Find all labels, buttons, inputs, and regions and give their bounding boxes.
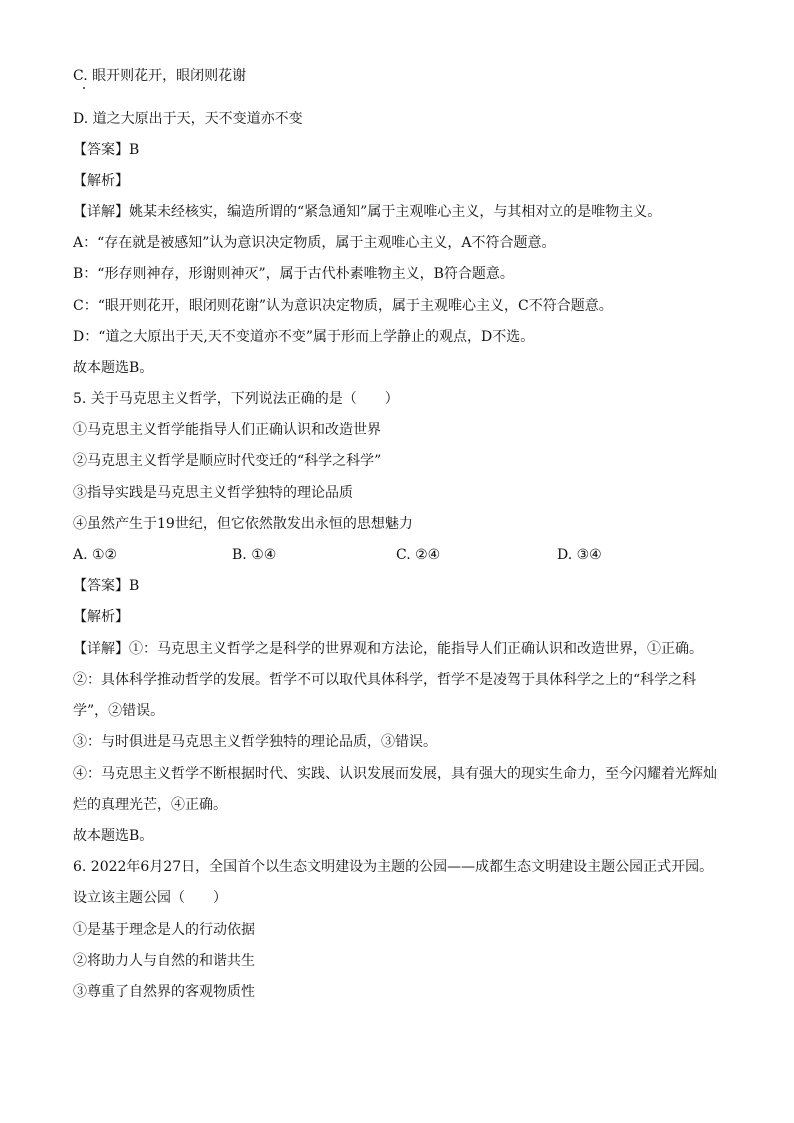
detail-b: B：“形存则神存，形谢则神灭”，属于古代朴素唯物主义，B符合题意。 [73, 266, 514, 282]
option-d: D. ③④ [557, 547, 602, 563]
statement-1: ①马克思主义哲学能指导人们正确认识和改造世界 [73, 422, 381, 438]
option-c: C. ②④ [396, 547, 441, 563]
statement-3: ③尊重了自然界的客观物质性 [73, 984, 255, 1000]
answer-label: 【答案】B [73, 142, 140, 158]
detail-1: 【详解】①：马克思主义哲学之是科学的世界观和方法论，能指导人们正确认识和改造世界，①正确。 [73, 641, 703, 657]
conclusion: 故本题选B。 [73, 360, 154, 376]
question-6-stem-continued: 设立该主题公园（ ） [73, 890, 227, 906]
statement-3: ③指导实践是马克思主义哲学独特的理论品质 [73, 485, 353, 501]
statement-2: ②马克思主义哲学是顺应时代变迁的“科学之科学” [73, 453, 382, 469]
detail-4-continued: 烂的真理光芒，④正确。 [73, 797, 227, 813]
detail-2-continued: 学”，②错误。 [73, 703, 165, 719]
question-6-stem: 6. 2022年6月27日，全国首个以生态文明建设为主题的公园——成都生态文明建设主题公园正式开园。 [73, 859, 714, 875]
detail-a: A：“存在就是被感知”认为意识决定物质，属于主观唯心主义，A不符合题意。 [73, 235, 556, 251]
question-5-stem: 5. 关于马克思主义哲学，下列说法正确的是（ ） [73, 391, 399, 407]
analysis-label: 【解析】 [73, 173, 129, 189]
conclusion: 故本题选B。 [73, 828, 154, 844]
detail-4: ④：马克思主义哲学不断根据时代、实践、认识发展而发展，具有强大的现实生命力，至今闪耀着光辉灿 [73, 766, 717, 782]
detail-3: ③：与时俱进是马克思主义哲学独特的理论品质，③错误。 [73, 734, 437, 750]
option-c: C. 眼开则花开，眼闭则花谢 [73, 68, 247, 84]
detail-d: D：“道之大原出于天,天不变道亦不变”属于形而上学静止的观点，D不选。 [73, 329, 535, 345]
statement-1: ①是基于理念是人的行动依据 [73, 922, 255, 938]
statement-2: ②将助力人与自然的和谐共生 [73, 953, 255, 969]
option-d: D. 道之大原出于天，天不变道亦不变 [73, 111, 303, 127]
stray-dot [83, 87, 85, 89]
option-b: B. ①④ [232, 547, 277, 563]
option-a: A. ①② [73, 547, 118, 563]
analysis-label: 【解析】 [73, 609, 129, 625]
detail-2: ②：具体科学推动哲学的发展。哲学不可以取代具体科学，哲学不是凌驾于具体科学之上的“科学之科 [73, 672, 697, 688]
answer-label: 【答案】B [73, 578, 140, 594]
detail-c: C：“眼开则花开，眼闭则花谢”认为意识决定物质，属于主观唯心主义，C不符合题意。 [73, 298, 613, 314]
detail-intro: 【详解】姚某未经核实，编造所谓的“紧急通知”属于主观唯心主义，与其相对立的是唯物主义。 [73, 204, 662, 220]
statement-4: ④虽然产生于19世纪，但它依然散发出永恒的思想魅力 [73, 516, 413, 532]
